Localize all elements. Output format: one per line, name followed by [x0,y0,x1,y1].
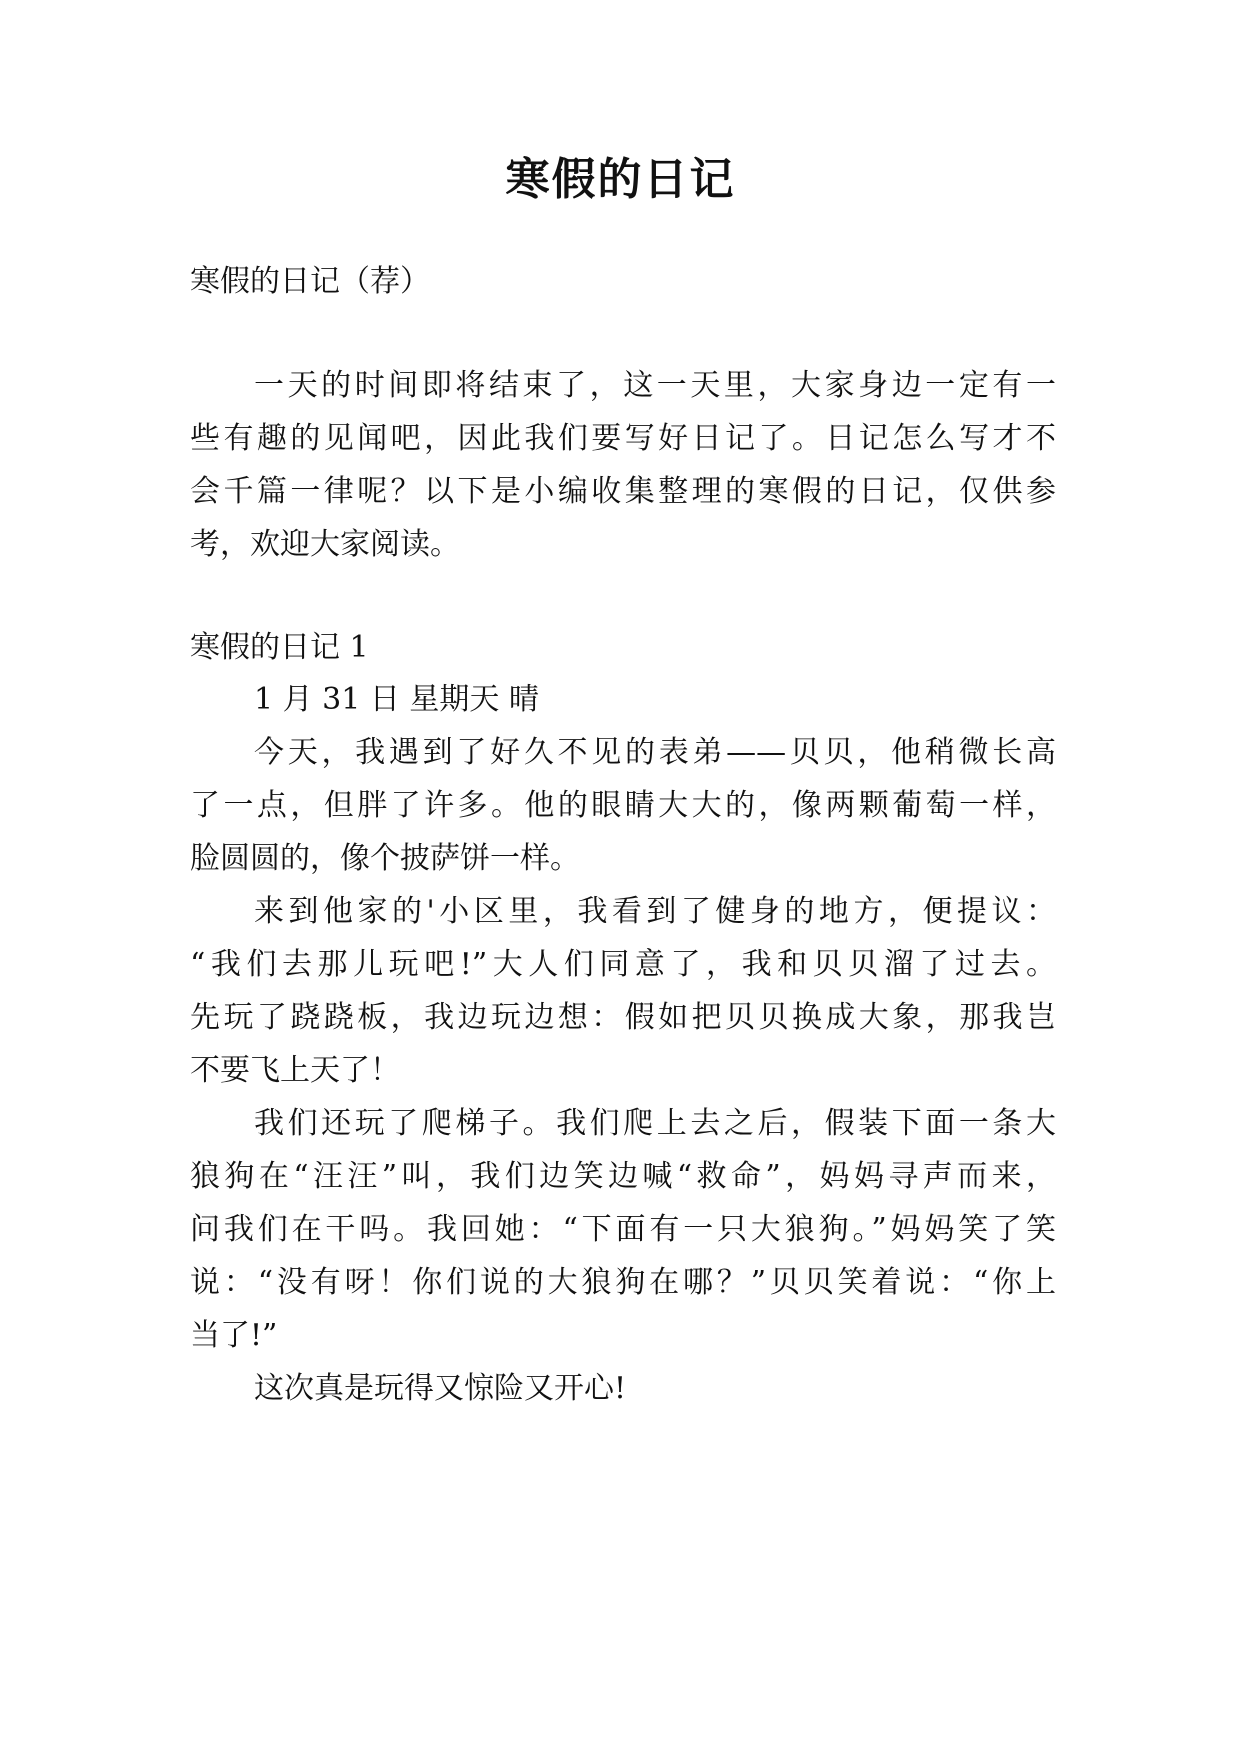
document-title: 寒假的日记 [505,154,736,205]
paragraph-line: 不要飞上天了！ [190,1053,400,1088]
paragraph-line: 今天，我遇到了好久不见的表弟——贝贝，他稍微长高 [254,735,1056,770]
intro-line: 一天的时间即将结束了，这一天里，大家身边一定有一 [254,368,1056,403]
paragraph-line: 脸圆圆的，像个披萨饼一样。 [190,841,580,876]
paragraph-line: “我们去那儿玩吧!”大人们同意了，我和贝贝溜了过去。 [190,947,1056,982]
paragraph-line: 问我们在干吗。我回她：“下面有一只大狼狗。”妈妈笑了笑 [190,1212,1056,1247]
paragraph-line: 这次真是玩得又惊险又开心! [254,1371,627,1406]
intro-line: 些有趣的见闻吧，因此我们要写好日记了。日记怎么写才不 [190,421,1056,456]
intro-line: 考，欢迎大家阅读。 [190,527,460,562]
paragraph-line: 了一点，但胖了许多。他的眼睛大大的，像两颗葡萄一样， [190,788,1056,823]
paragraph-line: 我们还玩了爬梯子。我们爬上去之后，假装下面一条大 [254,1106,1056,1141]
paragraph-line: 说：“没有呀！你们说的大狼狗在哪？”贝贝笑着说：“你上 [190,1265,1056,1300]
paragraph-line: 狼狗在“汪汪”叫，我们边笑边喊“救命”，妈妈寻声而来， [190,1159,1056,1194]
intro-line: 会千篇一律呢？以下是小编收集整理的寒假的日记，仅供参 [190,474,1056,509]
paragraph-line: 当了!” [190,1318,278,1353]
section-heading: 寒假的日记 1 [190,630,369,665]
document-subtitle: 寒假的日记（荐） [190,264,430,299]
paragraph-line: 来到他家的'小区里，我看到了健身的地方，便提议： [254,894,1056,929]
diary-date-line: 1 月 31 日 星期天 晴 [254,682,539,717]
paragraph-line: 先玩了跷跷板，我边玩边想：假如把贝贝换成大象，那我岂 [190,1000,1056,1035]
